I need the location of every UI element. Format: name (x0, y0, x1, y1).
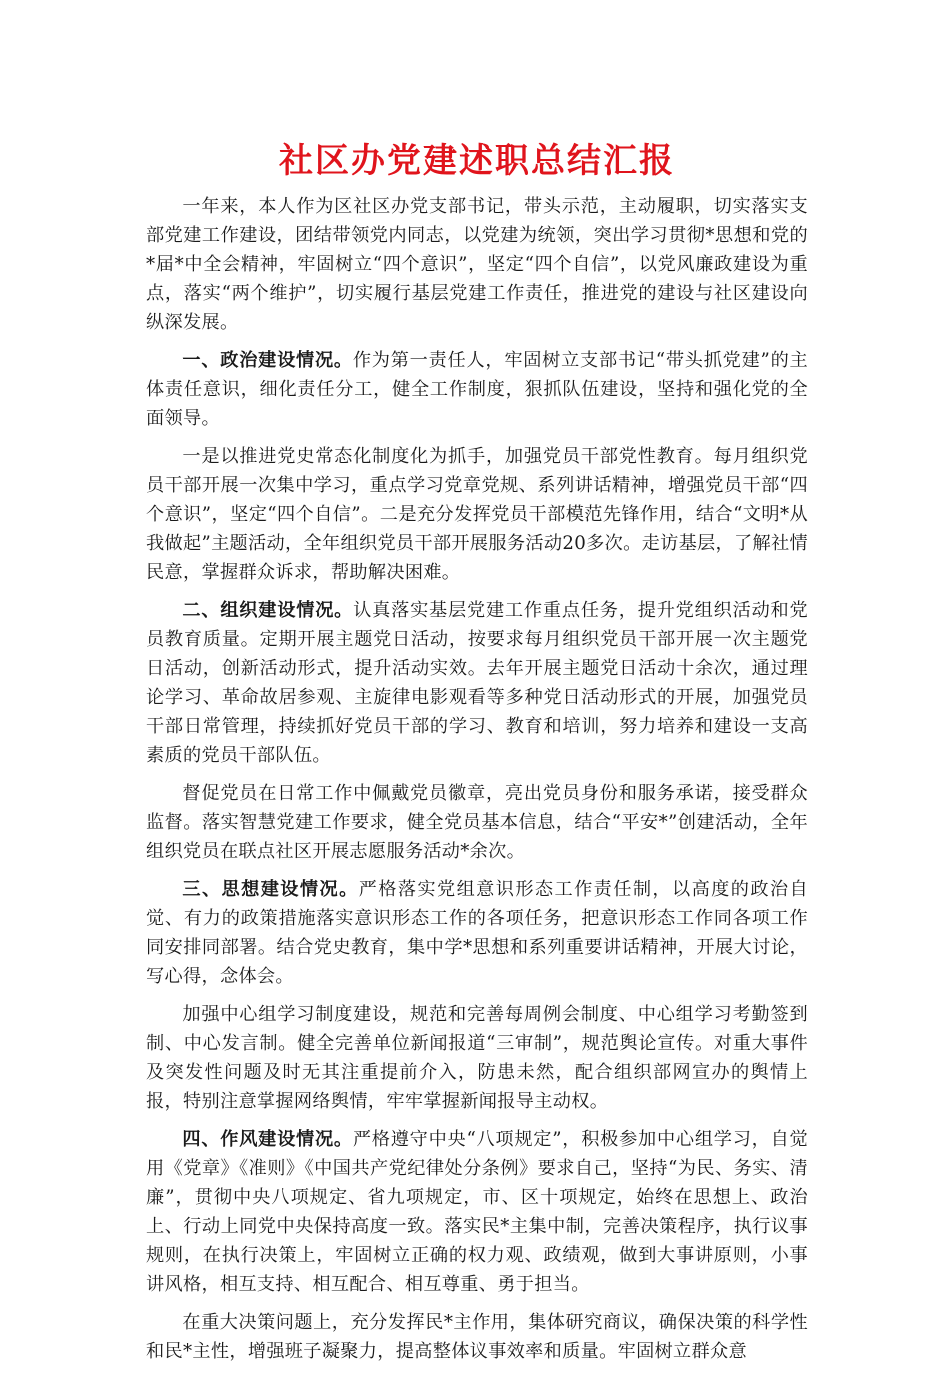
document-title: 社区办党建述职总结汇报 (279, 141, 675, 181)
paragraph-text: 严格落实党组意识形态工作责任制，以高度的政治自觉、有力的政策措施落实意识形态工作的各项任务，把意识形态工作同各项工作同安排同部署。结合党史教育，集中学*思想和系列重要讲话精神，开展大讨论，写心得，念体会。 (146, 879, 808, 987)
paragraph-intro (146, 192, 808, 337)
paragraph-political-detail (146, 442, 808, 587)
section-heading-political: 一、政治建设情况。 (182, 350, 353, 371)
paragraph-text: 一是以推进党史常态化制度化为抓手，加强党员干部党性教育。每月组织党员干部开展一次集中学习，重点学习党章党规、系列讲话精神，增强党员干部“四个意识”，坚定“四个自信”。二是充分发挥党员干部模范先锋作用，结合“文明*从我做起”主题活动，全年组织党员干部开展服务活动20多次。走访基层，了解社情民意，掌握群众诉求，帮助解决困难。 (146, 446, 808, 583)
paragraph-ideological-detail (146, 1000, 808, 1116)
section-heading-organization: 二、组织建设情况。 (182, 600, 354, 621)
document-page (146, 138, 808, 1375)
paragraph-text: 在重大决策问题上，充分发挥民*主作用，集体研究商议，确保决策的科学性和民*主性，增强班子凝聚力，提高整体议事效率和质量。牢固树立群众意 (146, 1312, 808, 1362)
paragraph-text: 一年来，本人作为区社区办党支部书记，带头示范，主动履职，切实落实支部党建工作建设，团结带领党内同志，以党建为统领，突出学习贯彻*思想和党的*届*中全会精神，牢固树立“四个意识”，坚定“四个自信”，以党风廉政建设为重点，落实“两个维护”，切实履行基层党建工作责任，推进党的建设与社区建设向纵深发展。 (146, 196, 808, 333)
section-heading-work-style: 四、作风建设情况。 (182, 1129, 353, 1150)
paragraph-text: 加强中心组学习制度建设，规范和完善每周例会制度、中心组学习考勤签到制、中心发言制。健全完善单位新闻报道“三审制”，规范舆论宣传。对重大事件及突发性问题及时无其注重提前介入，防患未然，配合组织部网宣办的舆情上报，特别注意掌握网络舆情，牢牢掌握新闻报导主动权。 (146, 1004, 808, 1112)
paragraph-text: 严格遵守中央“八项规定”，积极参加中心组学习，自觉用《党章》《准则》《中国共产党纪律处分条例》要求自己，坚持“为民、务实、清廉”，贯彻中央八项规定、省九项规定，市、区十项规定，始终在思想上、政治上、行动上同党中央保持高度一致。落实民*主集中制，完善决策程序，执行议事规则，在执行决策上，牢固树立正确的权力观、政绩观，做到大事讲原则，小事讲风格，相互支持、相互配合、相互尊重、勇于担当。 (146, 1129, 808, 1295)
paragraph-text: 督促党员在日常工作中佩戴党员徽章，亮出党员身份和服务承诺，接受群众监督。落实智慧党建工作要求，健全党员基本信息，结合“平安*”创建活动，全年组织党员在联点社区开展志愿服务活动*余次。 (146, 783, 808, 862)
paragraph-text: 认真落实基层党建工作重点任务，提升党组织活动和党员教育质量。定期开展主题党日活动，按要求每月组织党员干部开展一次主题党日活动，创新活动形式，提升活动实效。去年开展主题党日活动十余次，通过理论学习、革命故居参观、主旋律电影观看等多种党日活动形式的开展，加强党员干部日常管理，持续抓好党员干部的学习、教育和培训，努力培养和建设一支高素质的党员干部队伍。 (146, 600, 809, 766)
paragraph-organization-construction (146, 596, 808, 770)
paragraph-work-style-detail (146, 1308, 808, 1366)
paragraph-work-style-construction (146, 1125, 808, 1299)
paragraph-organization-detail (146, 779, 808, 866)
paragraph-text: 作为第一责任人，牢固树立支部书记“带头抓党建”的主体责任意识，细化责任分工，健全工作制度，狠抓队伍建设，坚持和强化党的全面领导。 (146, 350, 808, 429)
section-heading-ideological: 三、思想建设情况。 (182, 879, 359, 900)
paragraph-political-construction (146, 346, 808, 433)
paragraph-ideological-construction (146, 875, 808, 991)
